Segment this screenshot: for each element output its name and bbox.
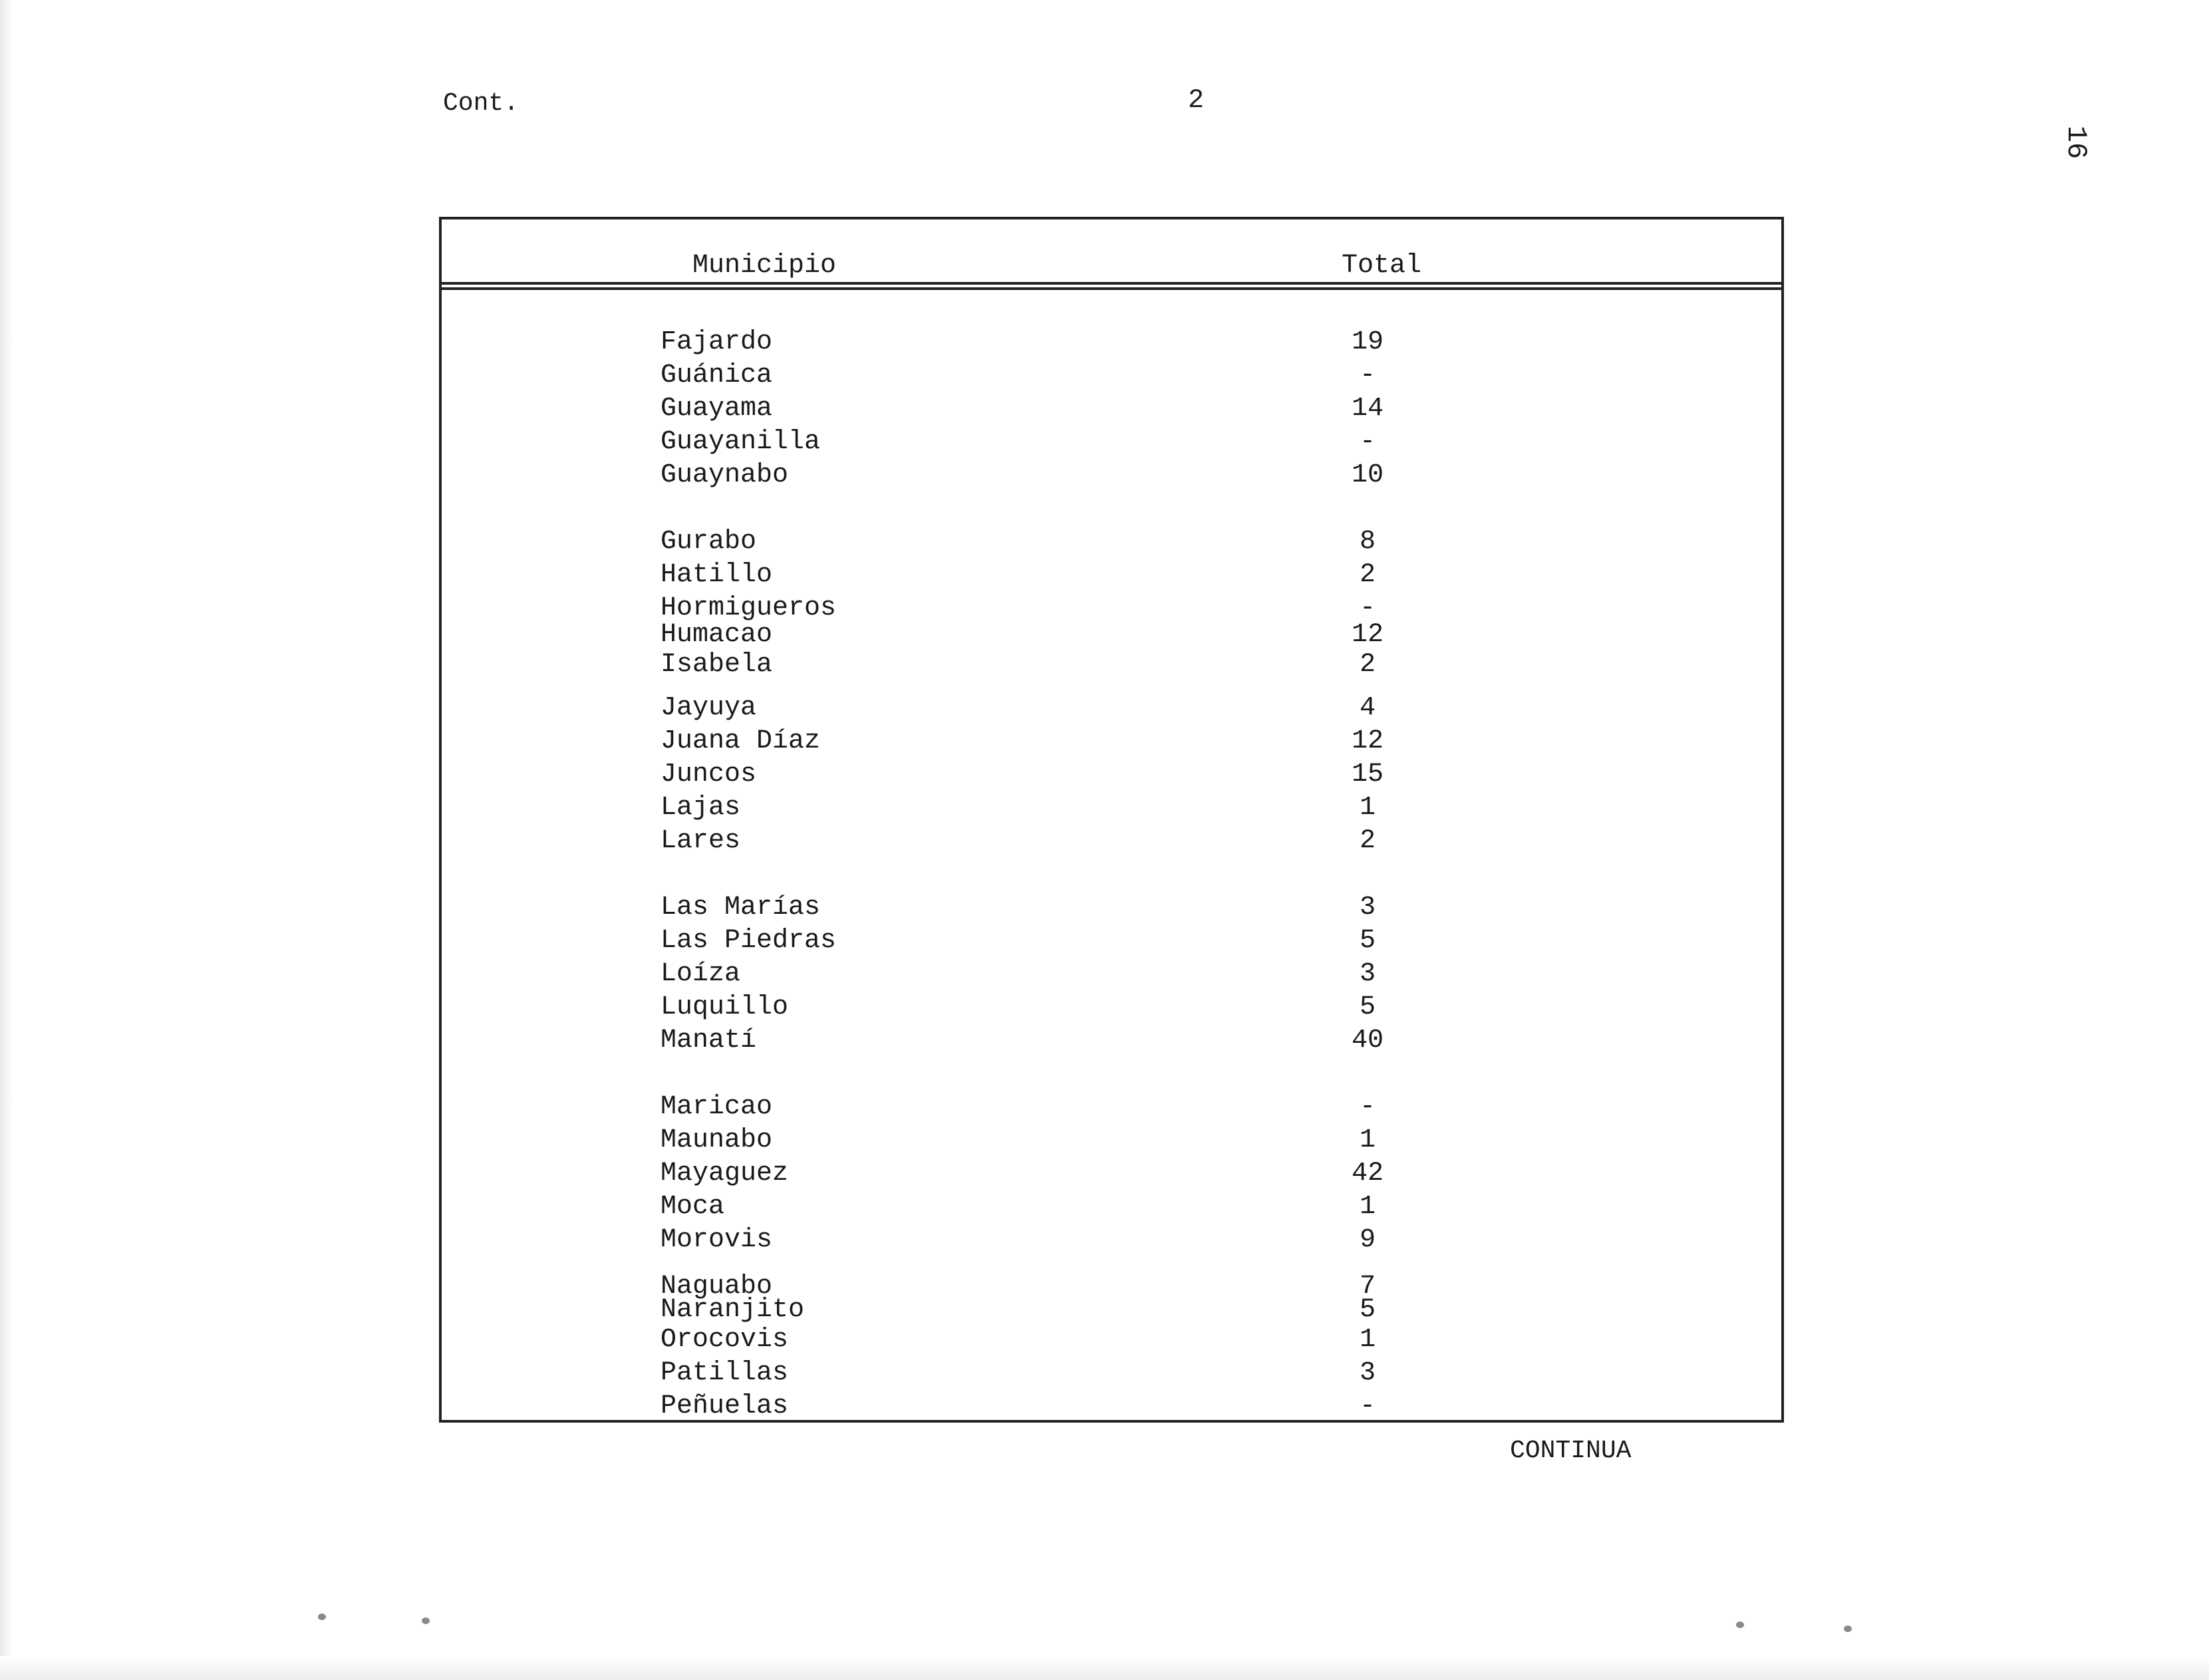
municipio-cell: Juncos (661, 760, 757, 789)
municipio-cell: Las Marías (661, 893, 821, 922)
municipio-cell: Guayanilla (661, 427, 821, 457)
continues-label: CONTINUA (1510, 1437, 1632, 1465)
table-row (0, 426, 2209, 459)
total-cell: 3 (1359, 893, 1376, 922)
continued-label: Cont. (443, 89, 519, 118)
total-cell: 1 (1359, 793, 1376, 823)
municipio-cell: Luquillo (661, 992, 789, 1022)
municipio-cell: Patillas (661, 1358, 789, 1388)
total-cell: - (1359, 593, 1376, 623)
municipio-cell: Jayuya (661, 693, 757, 723)
total-cell: 14 (1351, 394, 1384, 424)
total-cell: 5 (1359, 992, 1376, 1022)
municipio-cell: Manatí (661, 1026, 757, 1055)
total-cell: 42 (1351, 1159, 1384, 1189)
municipio-cell: Guánica (661, 360, 773, 390)
table-row (0, 1390, 2209, 1423)
table-row (0, 392, 2209, 426)
table-row (0, 559, 2209, 592)
total-cell: 3 (1359, 1358, 1376, 1388)
page-bottom-shadow (0, 1656, 2209, 1680)
total-cell: 3 (1359, 959, 1376, 989)
table-row (0, 1357, 2209, 1390)
table-row (0, 1294, 2209, 1327)
table-row (0, 1157, 2209, 1190)
municipio-cell: Guayama (661, 394, 773, 424)
municipio-cell: Fajardo (661, 327, 773, 357)
header-double-rule (442, 282, 1781, 290)
total-cell: 5 (1359, 926, 1376, 956)
scan-speck (422, 1617, 430, 1624)
municipio-cell: Maunabo (661, 1125, 773, 1155)
total-cell: 15 (1351, 760, 1384, 789)
total-cell: 12 (1351, 726, 1384, 756)
total-cell: 5 (1359, 1295, 1376, 1325)
total-cell: 10 (1351, 460, 1384, 490)
total-cell: - (1359, 1391, 1376, 1421)
table-row (0, 791, 2209, 825)
municipio-cell: Lares (661, 826, 741, 856)
municipio-cell: Juana Díaz (661, 726, 821, 756)
total-cell: 2 (1359, 560, 1376, 590)
scan-speck (1736, 1621, 1744, 1628)
total-cell: 7 (1359, 1272, 1376, 1302)
municipio-cell: Orocovis (661, 1325, 789, 1355)
municipio-cell: Guaynabo (661, 460, 789, 490)
column-header-total: Total (1342, 251, 1422, 281)
municipio-cell: Maricao (661, 1092, 773, 1122)
table-row (0, 648, 2209, 682)
municipio-cell: Mayaguez (661, 1159, 789, 1189)
municipio-cell: Peñuelas (661, 1391, 789, 1421)
total-cell: - (1359, 360, 1376, 390)
municipio-cell: Hatillo (661, 560, 773, 590)
table-row (0, 825, 2209, 858)
total-cell: - (1359, 427, 1376, 457)
table-row (0, 891, 2209, 924)
municipio-cell: Morovis (661, 1225, 773, 1255)
municipio-cell: Lajas (661, 793, 741, 823)
table-row (0, 326, 2209, 359)
table-row (0, 1124, 2209, 1157)
municipio-cell: Humacao (661, 620, 773, 650)
municipio-cell: Naranjito (661, 1295, 805, 1325)
total-cell: 1 (1359, 1192, 1376, 1222)
table-row (0, 924, 2209, 958)
table-row (0, 692, 2209, 725)
table-row (0, 619, 2209, 652)
total-cell: 4 (1359, 693, 1376, 723)
table-row (0, 525, 2209, 559)
scan-speck (318, 1613, 326, 1620)
table-row (0, 725, 2209, 758)
municipio-cell: Moca (661, 1192, 725, 1222)
total-cell: 2 (1359, 650, 1376, 680)
column-header-municipio: Municipio (692, 251, 837, 281)
scan-speck (1844, 1625, 1852, 1632)
municipio-cell: Hormigueros (661, 593, 837, 623)
table-row (0, 991, 2209, 1024)
table-row (0, 359, 2209, 392)
total-cell: 1 (1359, 1125, 1376, 1155)
table-row (0, 1091, 2209, 1124)
total-cell: 12 (1351, 620, 1384, 650)
total-cell: 8 (1359, 527, 1376, 557)
total-cell: 1 (1359, 1325, 1376, 1355)
total-cell: 19 (1351, 327, 1384, 357)
municipio-cell: Loíza (661, 959, 741, 989)
table-row (0, 958, 2209, 991)
page-number: 2 (1188, 86, 1205, 116)
total-cell: 2 (1359, 826, 1376, 856)
total-cell: 9 (1359, 1225, 1376, 1255)
table-row (0, 1190, 2209, 1224)
table-row (0, 1324, 2209, 1357)
municipio-cell: Isabela (661, 650, 773, 680)
table-row (0, 758, 2209, 791)
municipio-cell: Las Piedras (661, 926, 837, 956)
municipio-cell: Gurabo (661, 527, 757, 557)
table-row (0, 1024, 2209, 1057)
total-cell: - (1359, 1092, 1376, 1122)
table-row (0, 1224, 2209, 1257)
table-row (0, 459, 2209, 492)
municipio-cell: Naguabo (661, 1272, 773, 1302)
side-page-number: 16 (2060, 125, 2093, 160)
total-cell: 40 (1351, 1026, 1384, 1055)
